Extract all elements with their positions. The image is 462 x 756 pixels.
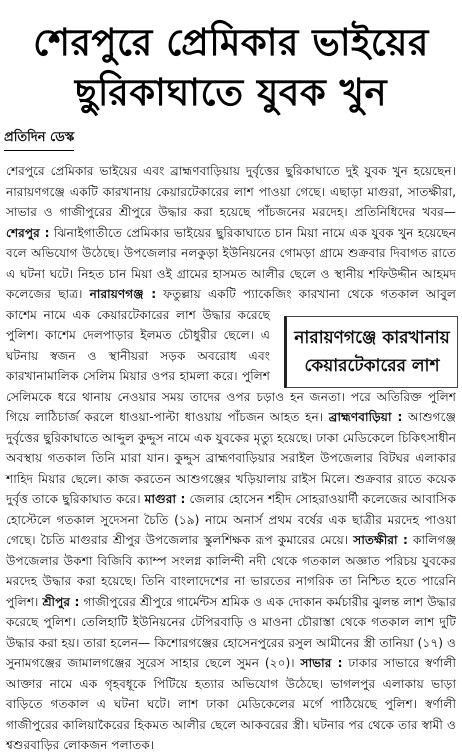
body-brahmanbaria: আশুগঞ্জে দুর্বৃত্তের ছুরিকাঘাতে আব্দুল কুদ্দুস নামে এক যুবকের মৃত্যু হয়েছে। ঢাকা মেডিকেলে চিকিৎসাধীন অবস্থায় গতকাল তিনি মারা যান। কুদ্দুস ব্রাহ্মণবাড়িয়ার সরাইল উপজেলার বিটঘর এলাকার শাহিদ মিয়ার ছেলে। কাজ করতেন আশুগঞ্জের খড়িয়ালায় রাইস মিলে। শুক্রবার রাতে কয়েক দুর্বৃত্ত তাকে ছুরিকাঘাত করে। [6, 410, 456, 506]
headline-line-1: শেরপুরে প্রেমিকার ভাইয়ের [33, 21, 429, 64]
headline [0, 0, 462, 118]
article-body [6, 161, 456, 756]
dateline-sherpur: শেরপুর : [6, 225, 50, 240]
body-narayanganj: ফতুল্লায় একটি প্যাকেজিং কারখানা থেকে গতকাল আবুল কাশেম নামে এক কেয়ারটেকারের লাশ উদ্ধার করেছে পুলিশ। কাশেম দেলপাড়ার ইলমত চৌধুরীর ছেলে। এ ঘটনায় স্বজন ও স্থানীয়রা সড়ক অবরোধ এবং কারখানামালিক সেলিম মিয়ার ওপর হামলা করে। পুলিশ সেলিমকে ধরে থানায় নেওয়ার সময় তাদের ওপর চড়াও হন জনতা। পরে অতিরিক্ত পুলিশ গিয়ে লাঠিচার্জ করলে ধাওয়া-পাল্টা ধাওয়ায় পাঁচজন আহত হন। [6, 287, 456, 424]
body-magura: জেলার হোসেন শহীদ সোহরাওয়ার্দী কলেজের আবাসিক হোস্টেলে গতকাল সুদেসনা চৈতি (১৯) নামে অনার্স প্রথম বর্ষের এক ছাত্রীর মরদেহ পাওয়া গেছে। চৈতি মাগুরার শ্রীপুর উপজেলার স্কুলশিক্ষক রূপ কুমারের মেয়ে। [6, 492, 456, 547]
dateline-narayanganj: নারায়ণগঞ্জ : [89, 287, 157, 301]
dateline-savar: সাভার : [300, 656, 343, 670]
body-sherpur: ঝিনাইগাতীতে প্রেমিকার ভাইয়ের ছুরিকাঘাতে চান মিয়া নামে এক যুবক খুন হয়েছেন বলে অভিযোগ উঠেছে। উপজেলার নলকুড়া ইউনিয়নের গোমড়া গ্রামে শুক্রবার দিবাগত রাতে এ ঘটনা ঘটে। নিহত চান মিয়া ওই গ্রামের হাসমত আলীর ছেলে ও স্থানীয় শফিউদ্দীন আহমদ কলেজের ছাত্র। [6, 225, 456, 301]
subhead-box [284, 316, 458, 388]
dateline-sreepur: শ্রীপুর : [42, 594, 80, 609]
body-satkhira: কালিগঞ্জ উপজেলার উকশা বিজিবি ক্যাম্প সংলগ্ন কালিন্দী নদী থেকে গতকাল অজ্ঞাত পরিচয় যুবকের মরদেহ উদ্ধার করা হয়েছে। তিনি বাংলাদেশের না ভারতের নাগরিক তা নিশ্চিত হতে পারেনি পুলিশ। [6, 533, 456, 609]
subhead: নারায়ণগঞ্জে কারখানায় কেয়ারটেকারের লাশ [294, 328, 450, 376]
body-sreepur: গাজীপুরের শ্রীপুরে গার্মেন্টস শ্রমিক ও এক দোকান কর্মচারীর ঝুলন্ত লাশ উদ্ধার করেছে পুলিশ। তেলিহাটি ইউনিয়নের টেপিরবাড়ি ও মাওনা চৌরাস্তা থেকে গতকাল লাশ দুটি উদ্ধার করা হয়। তারা হলেন— কিশোরগঞ্জের হোসেনপুরের রসুল আমীনের স্ত্রী তানিয়া (১৭) ও সুনামগঞ্জের জামালগঞ্জের সুরেস সাহার ছেলে সুমন (২০)। [6, 594, 456, 670]
dateline-satkhira: সাতক্ষীরা : [353, 533, 408, 547]
dateline-magura: মাগুরা : [144, 492, 186, 506]
byline: প্রতিদিন ডেস্ক [4, 128, 74, 151]
headline-line-2: ছুরিকাঘাতে যুবক খুন [74, 71, 388, 114]
dateline-brahmanbaria: ব্রাহ্মণবাড়িয়া : [328, 410, 403, 424]
body-savar: ঢাকার সাভারে স্বর্ণালী আক্তার নামে এক গৃহবধূকে পিটিয়ে হত্যার অভিযোগ উঠেছে। ভাগলপুর এলাকায় ভাড়া বাড়িতে গতকাল এ ঘটনা ঘটে। লাশ ঢাকা মেডিকেলের মর্গে পাঠিয়েছে পুলিশ। স্বর্ণালী গাজীপুরের কালিয়াকৈরের হিকমত আলীর ছেলে আকবরের স্ত্রী। ঘটনার পর থেকে তার স্বামী ও শ্বশুরবাড়ির লোকজন পলাতক। [6, 656, 456, 752]
body-intro: শেরপুরে প্রেমিকার ভাইয়ের এবং ব্রাহ্মণবাড়িয়ায় দুর্বৃত্তের ছুরিকাঘাতে দুই যুবক খুন হয়েছেন। নারায়ণগঞ্জে একটি কারখানায় কেয়ারটেকারের লাশ পাওয়া গেছে। এছাড়া মাগুরা, সাতক্ষীরা, সাভার ও গাজীপুরের শ্রীপুরে উদ্ধার করা হয়েছে পাঁচজনের মরদেহ। প্রতিনিধিদের খবর— [6, 164, 456, 219]
